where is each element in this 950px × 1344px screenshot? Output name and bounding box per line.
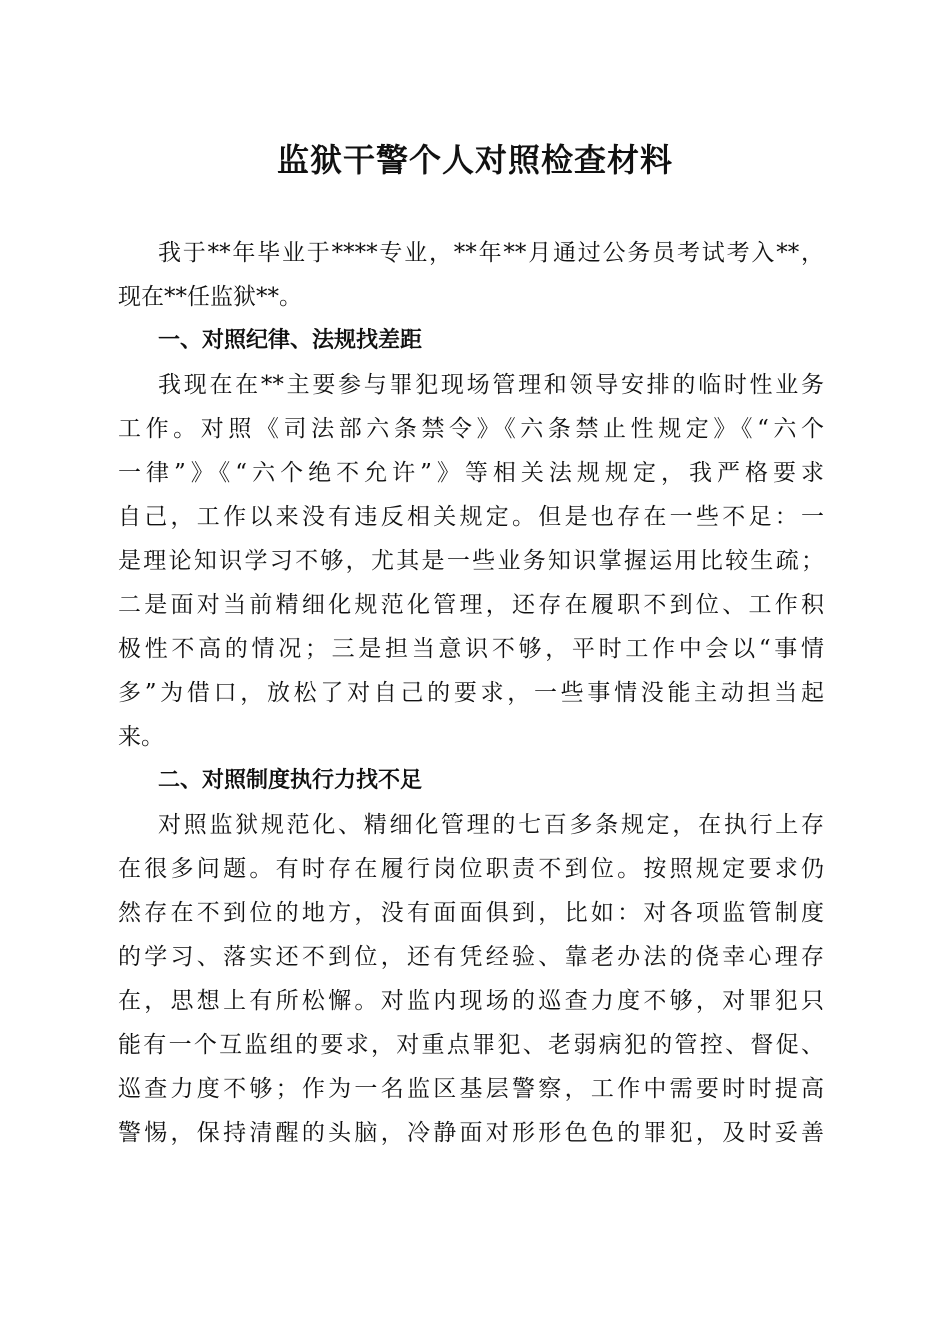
document-title: 监狱干警个人对照检查材料 [276,141,673,179]
text-line: 巡查力度不够；作为一名监区基层警察，工作中需要时时提高 [118,1076,824,1102]
section-heading [118,319,824,363]
text-line: 自己，工作以来没有违反相关规定。但是也存在一些不足：一 [118,504,824,530]
heading-text: 一、对照纪律、法规找差距 [158,328,423,353]
text-line: 是理论知识学习不够，尤其是一些业务知识掌握运用比较生疏； [118,548,824,574]
text-line: 现在**任监狱**。 [118,284,302,310]
text-line: 工作。对照《司法部六条禁令》《六条禁止性规定》《“六个 [118,416,824,442]
text-line: 在，思想上有所松懈。对监内现场的巡查力度不够，对罪犯只 [118,988,824,1014]
text-line: 我于**年毕业于****专业，**年**月通过公务员考试考入**， [158,240,824,266]
text-line: 能有一个互监组的要求，对重点罪犯、老弱病犯的管控、督促、 [118,1032,824,1058]
text-line: 一律”》《“六个绝不允许”》等相关法规规定，我严格要求 [118,460,824,486]
text-line: 警惕，保持清醒的头脑，冷静面对形形色色的罪犯，及时妥善 [118,1120,824,1146]
text-line: 我现在在**主要参与罪犯现场管理和领导安排的临时性业务 [158,372,824,398]
text-line: 极性不高的情况；三是担当意识不够，平时工作中会以“事情 [118,636,824,662]
text-line: 的学习、落实还不到位，还有凭经验、靠老办法的侥幸心理存 [118,944,824,970]
text-line: 二是面对当前精细化规范化管理，还存在履职不到位、工作积 [118,592,824,618]
text-line: 对照监狱规范化、精细化管理的七百多条规定，在执行上存 [158,812,824,838]
document-body [118,231,824,1155]
text-line: 来。 [118,724,164,750]
text-line: 多”为借口，放松了对自己的要求，一些事情没能主动担当起 [118,680,824,706]
paragraph [118,803,824,1155]
text-line: 在很多问题。有时存在履行岗位职责不到位。按照规定要求仍 [118,856,824,882]
section-heading [118,759,824,803]
paragraph [118,231,824,319]
text-line: 然存在不到位的地方，没有面面俱到，比如：对各项监管制度 [118,900,824,926]
heading-text: 二、对照制度执行力找不足 [158,768,423,793]
paragraph [118,363,824,759]
